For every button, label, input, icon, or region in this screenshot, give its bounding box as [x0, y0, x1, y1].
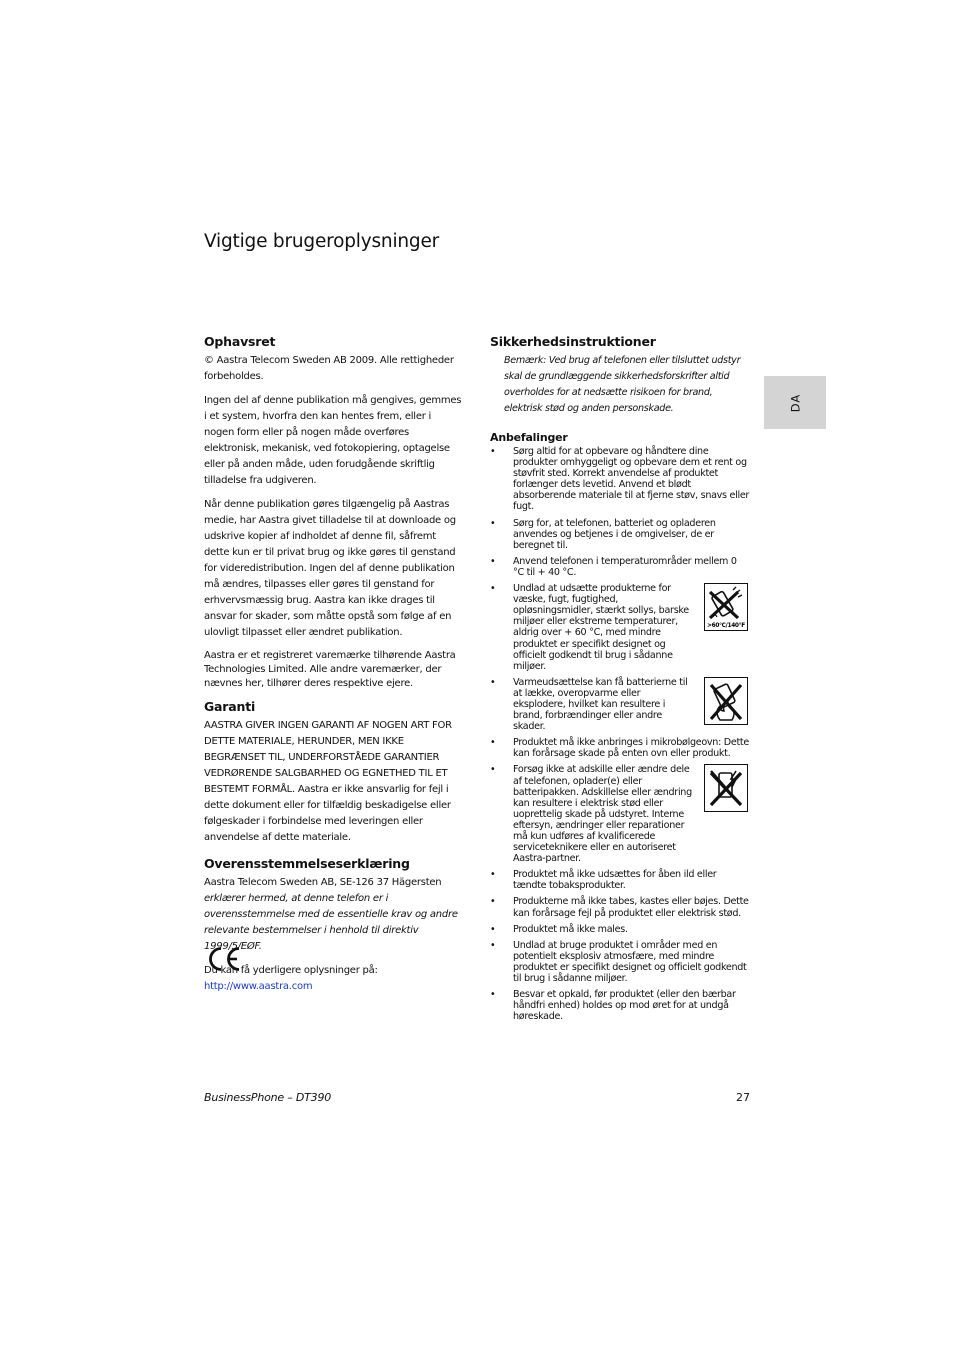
list-item: • Undlad at bruge produktet i områder med en potentielt eksplosiv atmosfære, med mindre produktet er specifikt designet og officielt godkendt til brug i sådanne miljøer. [490, 939, 747, 985]
list-item: • Produktet må ikke males. [490, 923, 628, 935]
list-item: • Produktet må ikke anbringes i mikrobølgeovn: Dette kan forårsage skade på enten ovn eller produkt. [490, 737, 749, 760]
recommendations-heading: Anbefalinger [490, 431, 568, 444]
list-item: • Varmeudsættelse kan få batterierne til at lække, overopvarme eller eksplodere, hvilket kan resultere i brand, forbrændinger eller andre skader. [490, 677, 750, 732]
right-column [490, 334, 750, 1027]
copyright-notice: © Aastra Telecom Sweden AB 2009. Alle rettigheder forbeholdes. [204, 355, 454, 382]
safety-note: Bemærk: Ved brug af telefonen eller tilsluttet udstyr skal de grundlæggende sikkerhedsforskrifter altid overholdes for at nedsætte risikoen for brand, elektrisk stød og anden personskade. [504, 355, 741, 414]
conformity-declaration: erklærer hermed, at denne telefon er i overensstemmelse med de essentielle krav og andre relevante bestemmelser i henhold til direktiv 1999/5/EØF. [204, 893, 458, 952]
copyright-paragraph-trademark: Aastra er et registreret varemærke tilhørende Aastra Technologies Limited. Alle andre varemærker, der nævnes her, tilhører deres respektive ejere. [204, 650, 456, 689]
no-disassembly-icon [704, 764, 748, 812]
list-item: • Undlad at udsætte produkterne for væske, fugt, fugtighed, opløsningsmidler, stærkt sollys, barske miljøer eller ekstreme temperaturer, aldrig over + 60 °C, med mindre produktet er specifikt designet og officielt godkendt til brug i sådanne miljøer. >60°C/140°F [490, 583, 750, 672]
temperature-label: >60°C/140°F [707, 623, 745, 630]
copyright-paragraph-download: Når denne publikation gøres tilgængelig på Aastras medie, har Aastra givet tilladelse til at downloade og udskrive kopier af indholdet af denne fil, såfremt dette kun er til privat brug og ikke gøres til genstand for videredistribution. Ingen del af denne publikation må ændres, tilpasses eller gøres til genstand for erhvervsmæssig brug. Aastra kan ikke drages til ansvar for skader, som måtte opstå som følge af en ulovligt tilpasset eller ændret publikation. [204, 499, 456, 638]
list-item: • Anvend telefonen i temperaturområder mellem 0 °C til + 40 °C. [490, 555, 737, 578]
warranty-heading: Garanti [204, 699, 256, 714]
left-column [204, 334, 462, 995]
aastra-website-link[interactable]: http://www.aastra.com [204, 981, 313, 992]
more-info-text: Du kan få yderligere oplysninger på: [204, 965, 378, 976]
conformity-company: Aastra Telecom Sweden AB, SE-126 37 Hägersten [204, 877, 442, 888]
no-liquid-heat-icon [704, 583, 748, 631]
language-tab [764, 376, 826, 429]
no-fire-icon [704, 677, 748, 725]
page-title: Vigtige brugeroplysninger [204, 231, 440, 252]
warranty-paragraph: AASTRA GIVER INGEN GARANTI AF NOGEN ART FOR DETTE MATERIALE, HERUNDER, MEN IKKE BEGRÆNSET TIL, UNDERFORSTÅEDE GARANTIER VEDRØRENDE SALGBARHED OG EGNETHED TIL ET BESTEMT FORMÅL. Aastra er ikke ansvarlig for fejl i dette dokument eller for tilfældig beskadigelse eller følgeskader i forbindelse med leveringen eller anvendelse af dette materiale. [204, 720, 452, 843]
safety-heading: Sikkerhedsinstruktioner [490, 334, 656, 349]
footer-product-name: BusinessPhone – DT390 [204, 1091, 332, 1104]
language-tab-label: DA [788, 393, 803, 413]
ce-mark-icon [206, 945, 242, 973]
copyright-section [204, 334, 462, 691]
list-item: • Sørg altid for at opbevare og håndtere dine produkter omhyggeligt og opbevare dem et rent og støvfrit sted. Korrekt anvendelse af produktet forlænger dets levetid. Anvend et blødt absorberende materiale til at fjerne støv, snavs eller fugt. [490, 446, 750, 513]
copyright-paragraph-reproduction: Ingen del af denne publikation må gengives, gemmes i et system, hvorfra den kan hentes frem, eller i nogen form eller på nogen måde overføres elektronisk, mekanisk, ved fotokopiering, optagelse eller på anden måde, uden forudgående skriftlig tilladelse fra udgiveren. [204, 395, 462, 486]
list-item: • Produktet må ikke udsættes for åben ild eller tændte tobaksprodukter. [490, 869, 717, 892]
recommendations-list [490, 446, 750, 1022]
footer-page-number: 27 [736, 1091, 750, 1104]
list-item: • Besvar et opkald, før produktet (eller den bærbar håndfri enhed) holdes op mod øret for at undgå høreskade. [490, 989, 736, 1023]
list-item: • Sørg for, at telefonen, batteriet og opladeren anvendes og betjenes i de omgivelser, de er beregnet til. [490, 517, 716, 551]
list-item: • Produkterne må ikke tabes, kastes eller bøjes. Dette kan forårsage fejl på produktet eller elektrisk stød. [490, 896, 749, 919]
conformity-heading: Overensstemmelseserklæring [204, 856, 410, 871]
list-item: • Forsøg ikke at adskille eller ændre dele af telefonen, oplader(e) eller batteripakken. Adskillelse eller ændring kan resultere i elektrisk stød eller uoprettelig skade på udstyret. Interne eftersyn, ændringer eller reparationer må kun udføres af kvalificerede serviceteknikere eller en autoriseret Aastra-partner. [490, 764, 750, 864]
copyright-heading: Ophavsret [204, 334, 276, 349]
conformity-section [204, 856, 462, 995]
warranty-section [204, 699, 462, 846]
